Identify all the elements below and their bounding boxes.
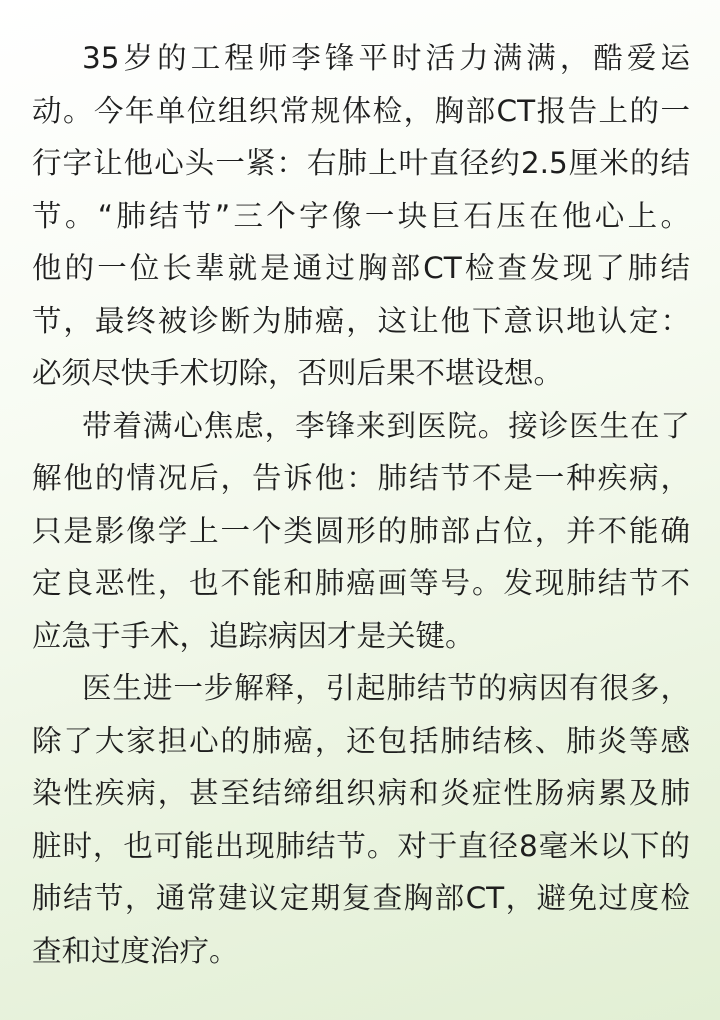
text-line: 只是影像学上一个类圆形的肺部占位，并不能确	[32, 513, 690, 548]
text-line: 行字让他心头一紧：右肺上叶直径约2.5厘米的结	[32, 146, 690, 180]
article-body	[32, 32, 690, 977]
text-line: 定良恶性，也不能和肺癌画等号。发现肺结节不	[32, 566, 690, 600]
text-line: 查和过度治疗。	[32, 933, 239, 968]
text-line: 肺结节，通常建议定期复查胸部CT，避免过度检	[32, 881, 690, 915]
text-line: 节，最终被诊断为肺癌，这让他下意识地认定：	[32, 303, 690, 338]
text-line: 染性疾病，甚至结缔组织病和炎症性肠病累及肺	[32, 776, 690, 810]
text-line: 解他的情况后，告诉他：肺结节不是一种疾病，	[32, 461, 690, 495]
text-line: 动。今年单位组织常规体检，胸部CT报告上的一	[32, 93, 690, 128]
text-line: 应急于手术，追踪病因才是关键。	[32, 618, 475, 653]
text-line: 节。“肺结节”三个字像一块巨石压在他心上。	[32, 198, 690, 233]
text-line: 除了大家担心的肺癌，还包括肺结核、肺炎等感	[32, 723, 690, 758]
text-line: 脏时，也可能出现肺结节。对于直径8毫米以下的	[32, 828, 690, 863]
paragraph-1	[32, 32, 690, 400]
text-line: 医生进一步解释，引起肺结节的病因有很多，	[82, 671, 690, 705]
text-line: 带着满心焦虑，李锋来到医院。接诊医生在了	[82, 408, 690, 443]
text-line: 35岁的工程师李锋平时活力满满，酷爱运	[82, 41, 690, 75]
text-line: 必须尽快手术切除，否则后果不堪设想。	[32, 356, 564, 390]
text-line: 他的一位长辈就是通过胸部CT检查发现了肺结	[32, 251, 690, 285]
paragraph-3	[32, 662, 690, 977]
paragraph-2	[32, 400, 690, 663]
